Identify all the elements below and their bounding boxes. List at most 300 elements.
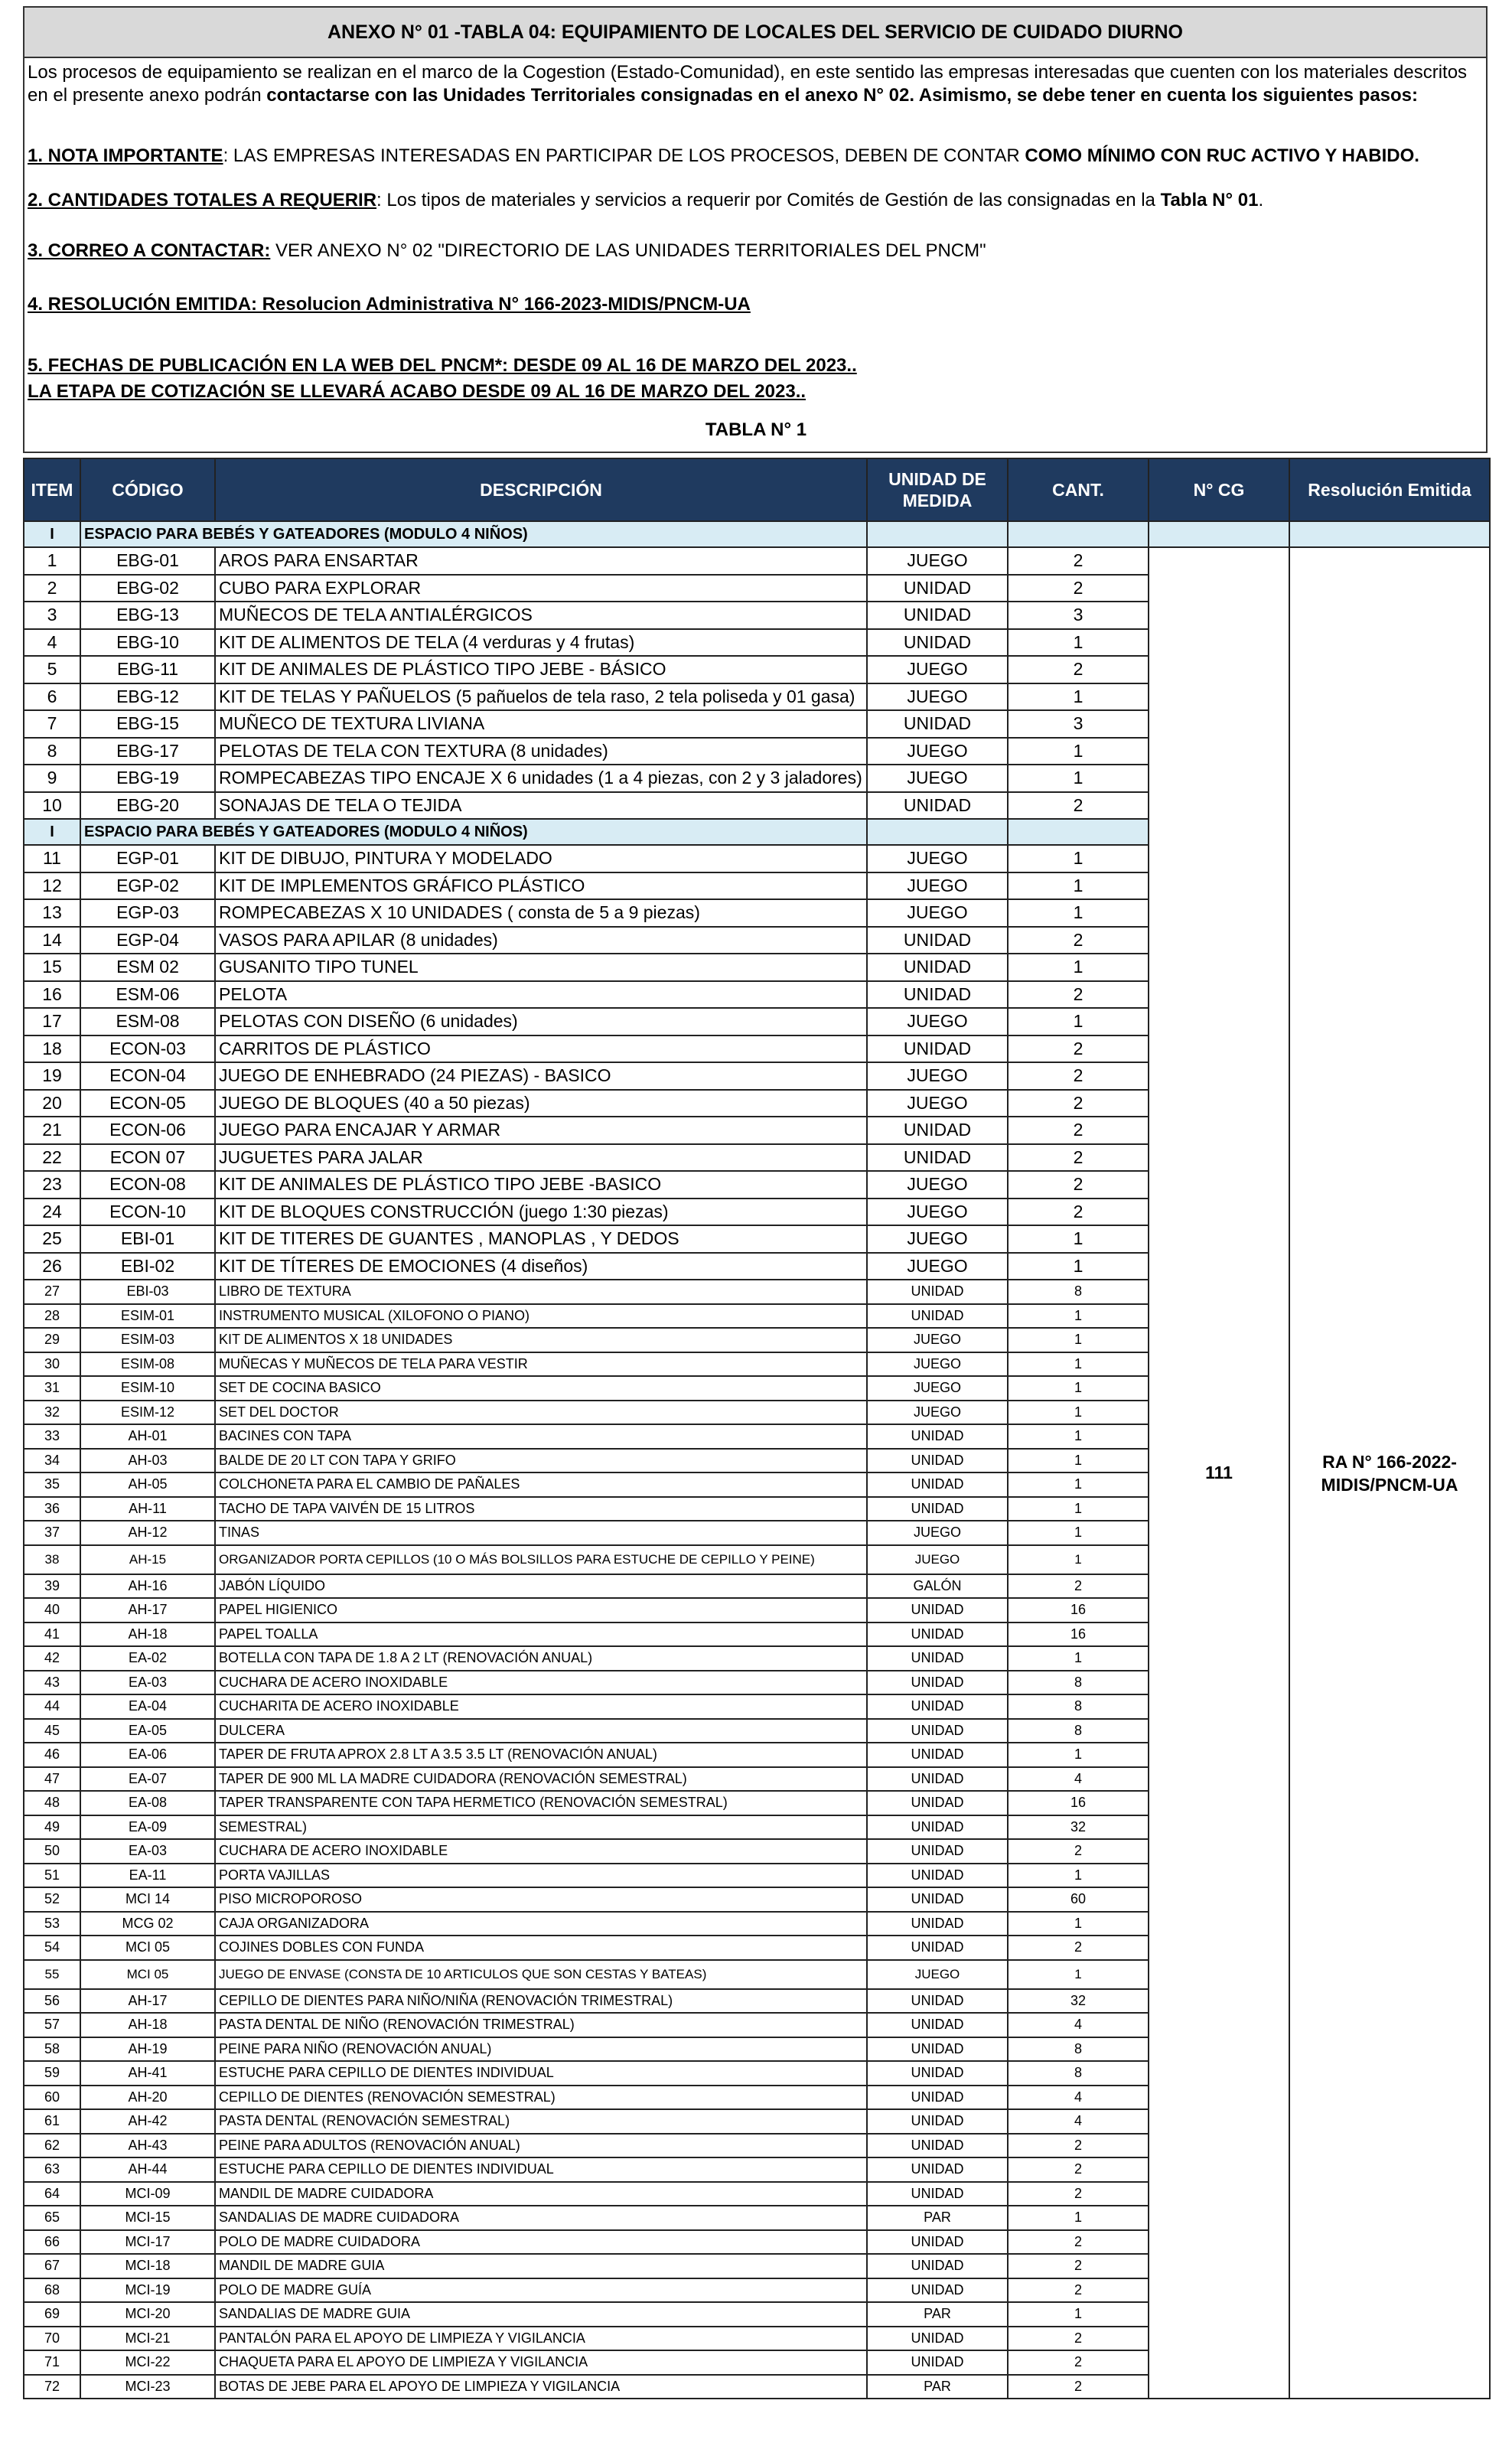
item-description: SONAJAS DE TELA O TEJIDA — [215, 792, 867, 820]
item-unit: UNIDAD — [867, 710, 1008, 738]
item-unit: UNIDAD — [867, 1035, 1008, 1063]
section-empty-cell — [1008, 521, 1149, 547]
item-code: EBG-17 — [80, 738, 215, 765]
item-quantity: 1 — [1008, 2302, 1149, 2327]
item-number: 45 — [24, 1719, 80, 1743]
item-number: 8 — [24, 738, 80, 765]
item-code: MCI-17 — [80, 2230, 215, 2255]
item-quantity: 32 — [1008, 1989, 1149, 2014]
item-unit: UNIDAD — [867, 2182, 1008, 2206]
item-number: 20 — [24, 1090, 80, 1117]
item-number: 15 — [24, 954, 80, 981]
item-unit: JUEGO — [867, 1352, 1008, 1377]
item-quantity: 3 — [1008, 710, 1149, 738]
item-code: MCI-19 — [80, 2278, 215, 2303]
item-description: ROMPECABEZAS TIPO ENCAJE X 6 unidades (1 a 4 piezas, con 2 y 3 jaladores) — [215, 765, 867, 792]
item-code: EBG-13 — [80, 602, 215, 629]
item-number: 58 — [24, 2037, 80, 2062]
item-number: 27 — [24, 1280, 80, 1304]
item-description: TAPER DE 900 ML LA MADRE CUIDADORA (RENOVACIÓN SEMESTRAL) — [215, 1767, 867, 1792]
item-unit: JUEGO — [867, 547, 1008, 575]
item-unit: UNIDAD — [867, 1497, 1008, 1521]
section-empty-cell — [1149, 521, 1289, 547]
note-3 — [28, 240, 986, 262]
item-unit: JUEGO — [867, 1090, 1008, 1117]
note-2-head: 2. CANTIDADES TOTALES A REQUERIR — [28, 190, 377, 210]
item-number: 14 — [24, 927, 80, 954]
item-unit: UNIDAD — [867, 629, 1008, 657]
item-quantity: 2 — [1008, 656, 1149, 683]
header-codigo: CÓDIGO — [80, 458, 215, 521]
intro-bold: contactarse con las Unidades Territoriales consignadas en el anexo N° 02. Asimismo, se debe tener en cuenta los siguientes pasos: — [266, 85, 1419, 106]
item-description: CUCHARA DE ACERO INOXIDABLE — [215, 1839, 867, 1864]
item-code: EGP-02 — [80, 872, 215, 900]
item-unit: UNIDAD — [867, 954, 1008, 981]
item-code: ECON-05 — [80, 1090, 215, 1117]
item-quantity: 1 — [1008, 1646, 1149, 1671]
item-number: 3 — [24, 602, 80, 629]
item-quantity: 1 — [1008, 899, 1149, 927]
item-description: PAPEL TOALLA — [215, 1623, 867, 1647]
table-label: TABLA N° 1 — [705, 419, 807, 440]
item-code: ESIM-03 — [80, 1328, 215, 1352]
item-quantity: 1 — [1008, 1225, 1149, 1253]
item-unit: UNIDAD — [867, 1989, 1008, 2014]
item-description: CARRITOS DE PLÁSTICO — [215, 1035, 867, 1063]
item-description: LIBRO DE TEXTURA — [215, 1280, 867, 1304]
item-description: JUGUETES PARA JALAR — [215, 1144, 867, 1172]
item-unit: JUEGO — [867, 1171, 1008, 1199]
item-description: JUEGO PARA ENCAJAR Y ARMAR — [215, 1117, 867, 1144]
item-unit: UNIDAD — [867, 1449, 1008, 1473]
header-unidad-line2: MEDIDA — [902, 491, 973, 510]
item-quantity: 1 — [1008, 1497, 1149, 1521]
item-unit: UNIDAD — [867, 2109, 1008, 2134]
item-unit: JUEGO — [867, 899, 1008, 927]
item-quantity: 1 — [1008, 1304, 1149, 1329]
header-descripcion: DESCRIPCIÓN — [215, 458, 867, 521]
item-quantity: 2 — [1008, 2134, 1149, 2158]
item-description: BOTAS DE JEBE PARA EL APOYO DE LIMPIEZA Y VIGILANCIA — [215, 2375, 867, 2399]
item-quantity: 1 — [1008, 1960, 1149, 1989]
item-unit: UNIDAD — [867, 1936, 1008, 1960]
item-quantity: 1 — [1008, 1521, 1149, 1545]
item-code: MCI-09 — [80, 2182, 215, 2206]
item-code: ESIM-08 — [80, 1352, 215, 1377]
item-description: PASTA DENTAL (RENOVACIÓN SEMESTRAL) — [215, 2109, 867, 2134]
item-quantity: 2 — [1008, 1117, 1149, 1144]
item-quantity: 1 — [1008, 1401, 1149, 1425]
item-quantity: 2 — [1008, 1062, 1149, 1090]
item-description: PASTA DENTAL DE NIÑO (RENOVACIÓN TRIMESTRAL) — [215, 2013, 867, 2037]
item-unit: GALÓN — [867, 1574, 1008, 1599]
item-quantity: 2 — [1008, 2278, 1149, 2303]
item-unit: UNIDAD — [867, 602, 1008, 629]
item-number: 31 — [24, 1376, 80, 1401]
item-number: 39 — [24, 1574, 80, 1599]
item-code: MCI-22 — [80, 2350, 215, 2375]
note-2-tail: . — [1258, 190, 1264, 210]
item-unit: JUEGO — [867, 765, 1008, 792]
item-code: AH-19 — [80, 2037, 215, 2062]
item-unit: UNIDAD — [867, 1144, 1008, 1172]
item-quantity: 1 — [1008, 1864, 1149, 1888]
item-unit: JUEGO — [867, 1401, 1008, 1425]
item-code: AH-12 — [80, 1521, 215, 1545]
item-quantity: 2 — [1008, 2182, 1149, 2206]
item-number: 50 — [24, 1839, 80, 1864]
item-quantity: 2 — [1008, 981, 1149, 1009]
item-unit: UNIDAD — [867, 1767, 1008, 1792]
item-quantity: 60 — [1008, 1887, 1149, 1912]
item-code: EA-03 — [80, 1671, 215, 1695]
item-description: CUCHARA DE ACERO INOXIDABLE — [215, 1671, 867, 1695]
item-description: TACHO DE TAPA VAIVÉN DE 15 LITROS — [215, 1497, 867, 1521]
item-number: 30 — [24, 1352, 80, 1377]
item-code: AH-20 — [80, 2086, 215, 2110]
item-description: INSTRUMENTO MUSICAL (XILOFONO O PIANO) — [215, 1304, 867, 1329]
item-quantity: 1 — [1008, 1424, 1149, 1449]
item-code: AH-41 — [80, 2061, 215, 2086]
item-description: KIT DE BLOQUES CONSTRUCCIÓN (juego 1:30 piezas) — [215, 1199, 867, 1226]
item-unit: UNIDAD — [867, 1719, 1008, 1743]
item-quantity: 2 — [1008, 1144, 1149, 1172]
item-number: 9 — [24, 765, 80, 792]
header-unidad-line1: UNIDAD DE — [888, 469, 986, 489]
item-code: EA-07 — [80, 1767, 215, 1792]
item-number: 34 — [24, 1449, 80, 1473]
item-number: 12 — [24, 872, 80, 900]
item-quantity: 1 — [1008, 1352, 1149, 1377]
item-description: KIT DE TITERES DE GUANTES , MANOPLAS , Y DEDOS — [215, 1225, 867, 1253]
item-code: ESIM-10 — [80, 1376, 215, 1401]
item-quantity: 2 — [1008, 2327, 1149, 2351]
item-unit: UNIDAD — [867, 1671, 1008, 1695]
item-unit: UNIDAD — [867, 2157, 1008, 2182]
table-header-row — [24, 458, 1490, 521]
item-code: MCG 02 — [80, 1912, 215, 1936]
item-description: ORGANIZADOR PORTA CEPILLOS (10 O MÁS BOLSILLOS PARA ESTUCHE DE CEPILLO Y PEINE) — [215, 1545, 867, 1574]
item-description: GUSANITO TIPO TUNEL — [215, 954, 867, 981]
note-5-head: 5. FECHAS DE PUBLICACIÓN EN LA WEB DEL PNCM*: DESDE 09 AL 16 DE MARZO DEL 2023.. — [28, 355, 857, 376]
item-unit: UNIDAD — [867, 2086, 1008, 2110]
item-description: SET DEL DOCTOR — [215, 1401, 867, 1425]
item-number: 35 — [24, 1472, 80, 1497]
item-number: 7 — [24, 710, 80, 738]
item-unit: PAR — [867, 2206, 1008, 2230]
item-quantity: 2 — [1008, 1035, 1149, 1063]
item-quantity: 2 — [1008, 2350, 1149, 2375]
item-unit: JUEGO — [867, 1376, 1008, 1401]
item-unit: UNIDAD — [867, 1304, 1008, 1329]
item-number: 26 — [24, 1253, 80, 1280]
item-code: EBG-15 — [80, 710, 215, 738]
item-code: MCI-15 — [80, 2206, 215, 2230]
item-number: 53 — [24, 1912, 80, 1936]
item-quantity: 4 — [1008, 2086, 1149, 2110]
item-description: KIT DE ANIMALES DE PLÁSTICO TIPO JEBE - BÁSICO — [215, 656, 867, 683]
intro-text: Los procesos de equipamiento se realizan en el marco de la Cogestion (Estado-Comunidad), en este sentido las empresas interesadas que cuenten con los materiales descritos en el presente anexo podrán — [28, 62, 1468, 106]
item-number: 63 — [24, 2157, 80, 2182]
item-code: MCI 14 — [80, 1887, 215, 1912]
item-quantity: 1 — [1008, 738, 1149, 765]
item-quantity: 1 — [1008, 1328, 1149, 1352]
table-body — [24, 521, 1490, 2399]
item-number: 60 — [24, 2086, 80, 2110]
item-quantity: 16 — [1008, 1598, 1149, 1623]
item-description: ESTUCHE PARA CEPILLO DE DIENTES INDIVIDUAL — [215, 2157, 867, 2182]
item-number: 70 — [24, 2327, 80, 2351]
item-description: COLCHONETA PARA EL CAMBIO DE PAÑALES — [215, 1472, 867, 1497]
item-quantity: 1 — [1008, 683, 1149, 711]
item-quantity: 2 — [1008, 2254, 1149, 2278]
item-number: 71 — [24, 2350, 80, 2375]
item-number: 46 — [24, 1743, 80, 1767]
item-number: 69 — [24, 2302, 80, 2327]
item-description: MUÑECAS Y MUÑECOS DE TELA PARA VESTIR — [215, 1352, 867, 1377]
item-quantity: 2 — [1008, 1090, 1149, 1117]
item-unit: UNIDAD — [867, 2350, 1008, 2375]
item-quantity: 8 — [1008, 2037, 1149, 2062]
note-1-bold: COMO MÍNIMO CON RUC ACTIVO Y HABIDO. — [1025, 145, 1419, 166]
item-unit: JUEGO — [867, 1328, 1008, 1352]
item-number: 43 — [24, 1671, 80, 1695]
item-description: KIT DE TELAS Y PAÑUELOS (5 pañuelos de tela raso, 2 tela poliseda y 01 gasa) — [215, 683, 867, 711]
item-number: 52 — [24, 1887, 80, 1912]
table-row — [24, 547, 1490, 575]
item-quantity: 1 — [1008, 1472, 1149, 1497]
item-unit: UNIDAD — [867, 2254, 1008, 2278]
item-quantity: 2 — [1008, 1839, 1149, 1864]
item-number: 55 — [24, 1960, 80, 1989]
item-description: MUÑECO DE TEXTURA LIVIANA — [215, 710, 867, 738]
item-quantity: 4 — [1008, 2109, 1149, 2134]
section-empty-cell — [867, 819, 1008, 845]
item-quantity: 1 — [1008, 2206, 1149, 2230]
item-quantity: 2 — [1008, 1574, 1149, 1599]
item-unit: JUEGO — [867, 1960, 1008, 1989]
item-description: BACINES CON TAPA — [215, 1424, 867, 1449]
item-quantity: 8 — [1008, 1694, 1149, 1719]
item-code: MCI 05 — [80, 1960, 215, 1989]
item-code: AH-17 — [80, 1598, 215, 1623]
item-code: ECON-08 — [80, 1171, 215, 1199]
item-unit: UNIDAD — [867, 1864, 1008, 1888]
item-code: EGP-03 — [80, 899, 215, 927]
item-unit: UNIDAD — [867, 2230, 1008, 2255]
item-quantity: 8 — [1008, 2061, 1149, 2086]
item-unit: JUEGO — [867, 1521, 1008, 1545]
item-number: 54 — [24, 1936, 80, 1960]
item-code: ESM-08 — [80, 1008, 215, 1035]
section-number: I — [24, 521, 80, 547]
note-6-head: LA ETAPA DE COTIZACIÓN SE LLEVARÁ ACABO DESDE 09 AL 16 DE MARZO DEL 2023.. — [28, 381, 807, 402]
item-description: COJINES DOBLES CON FUNDA — [215, 1936, 867, 1960]
item-unit: JUEGO — [867, 1062, 1008, 1090]
item-description: PISO MICROPOROSO — [215, 1887, 867, 1912]
item-description: CEPILLO DE DIENTES (RENOVACIÓN SEMESTRAL) — [215, 2086, 867, 2110]
item-number: 10 — [24, 792, 80, 820]
header-unidad — [867, 458, 1008, 521]
item-description: CUCHARITA DE ACERO INOXIDABLE — [215, 1694, 867, 1719]
item-unit: UNIDAD — [867, 1472, 1008, 1497]
header-cant: CANT. — [1008, 458, 1149, 521]
item-unit: UNIDAD — [867, 2037, 1008, 2062]
section-empty-cell — [1289, 521, 1490, 547]
item-quantity: 3 — [1008, 602, 1149, 629]
item-code: ESM-06 — [80, 981, 215, 1009]
item-unit: UNIDAD — [867, 1887, 1008, 1912]
item-unit: JUEGO — [867, 1253, 1008, 1280]
note-2 — [28, 190, 1263, 211]
item-description: SANDALIAS DE MADRE CUIDADORA — [215, 2206, 867, 2230]
item-unit: JUEGO — [867, 656, 1008, 683]
item-code: MCI-20 — [80, 2302, 215, 2327]
item-unit: UNIDAD — [867, 1815, 1008, 1840]
item-code: AH-16 — [80, 1574, 215, 1599]
item-code: ECON-06 — [80, 1117, 215, 1144]
item-code: ECON-10 — [80, 1199, 215, 1226]
item-number: 72 — [24, 2375, 80, 2399]
item-number: 51 — [24, 1864, 80, 1888]
item-unit: UNIDAD — [867, 1280, 1008, 1304]
item-number: 11 — [24, 845, 80, 872]
item-number: 49 — [24, 1815, 80, 1840]
item-number: 28 — [24, 1304, 80, 1329]
item-unit: JUEGO — [867, 845, 1008, 872]
item-number: 59 — [24, 2061, 80, 2086]
header-item: ITEM — [24, 458, 80, 521]
item-quantity: 2 — [1008, 927, 1149, 954]
item-description: BALDE DE 20 LT CON TAPA Y GRIFO — [215, 1449, 867, 1473]
item-number: 57 — [24, 2013, 80, 2037]
item-unit: JUEGO — [867, 872, 1008, 900]
item-unit: UNIDAD — [867, 1839, 1008, 1864]
item-quantity: 1 — [1008, 1376, 1149, 1401]
item-code: EA-06 — [80, 1743, 215, 1767]
item-code: EBI-02 — [80, 1253, 215, 1280]
item-unit: UNIDAD — [867, 1912, 1008, 1936]
item-unit: UNIDAD — [867, 792, 1008, 820]
item-description: KIT DE DIBUJO, PINTURA Y MODELADO — [215, 845, 867, 872]
equipment-table — [23, 458, 1491, 2399]
item-unit: UNIDAD — [867, 2278, 1008, 2303]
item-description: JUEGO DE ENVASE (CONSTA DE 10 ARTICULOS QUE SON CESTAS Y BATEAS) — [215, 1960, 867, 1989]
item-quantity: 1 — [1008, 954, 1149, 981]
item-code: MCI-23 — [80, 2375, 215, 2399]
item-code: EA-11 — [80, 1864, 215, 1888]
item-quantity: 4 — [1008, 1767, 1149, 1792]
item-code: EBG-01 — [80, 547, 215, 575]
item-quantity: 1 — [1008, 629, 1149, 657]
item-code: EA-03 — [80, 1839, 215, 1864]
item-number: 62 — [24, 2134, 80, 2158]
item-code: EA-04 — [80, 1694, 215, 1719]
item-unit: UNIDAD — [867, 981, 1008, 1009]
item-unit: PAR — [867, 2302, 1008, 2327]
item-number: 21 — [24, 1117, 80, 1144]
item-quantity: 1 — [1008, 845, 1149, 872]
item-description: SEMESTRAL) — [215, 1815, 867, 1840]
note-3-head: 3. CORREO A CONTACTAR: — [28, 240, 271, 261]
item-code: EBG-12 — [80, 683, 215, 711]
item-quantity: 2 — [1008, 1199, 1149, 1226]
item-number: 67 — [24, 2254, 80, 2278]
item-description: TAPER TRANSPARENTE CON TAPA HERMETICO (RENOVACIÓN SEMESTRAL) — [215, 1791, 867, 1815]
item-quantity: 1 — [1008, 872, 1149, 900]
item-description: MUÑECOS DE TELA ANTIALÉRGICOS — [215, 602, 867, 629]
item-number: 18 — [24, 1035, 80, 1063]
item-description: PEINE PARA ADULTOS (RENOVACIÓN ANUAL) — [215, 2134, 867, 2158]
item-quantity: 1 — [1008, 765, 1149, 792]
item-code: AH-03 — [80, 1449, 215, 1473]
item-code: ESIM-12 — [80, 1401, 215, 1425]
item-description: KIT DE ALIMENTOS DE TELA (4 verduras y 4 frutas) — [215, 629, 867, 657]
item-code: AH-18 — [80, 2013, 215, 2037]
item-quantity: 2 — [1008, 575, 1149, 602]
item-code: EGP-01 — [80, 845, 215, 872]
item-quantity: 1 — [1008, 1449, 1149, 1473]
item-description: MANDIL DE MADRE CUIDADORA — [215, 2182, 867, 2206]
item-number: 47 — [24, 1767, 80, 1792]
item-quantity: 1 — [1008, 1253, 1149, 1280]
item-description: KIT DE IMPLEMENTOS GRÁFICO PLÁSTICO — [215, 872, 867, 900]
item-quantity: 4 — [1008, 2013, 1149, 2037]
item-description: TINAS — [215, 1521, 867, 1545]
item-unit: JUEGO — [867, 1008, 1008, 1035]
item-number: 68 — [24, 2278, 80, 2303]
note-1-text: : LAS EMPRESAS INTERESADAS EN PARTICIPAR DE LOS PROCESOS, DEBEN DE CONTAR — [223, 145, 1025, 166]
item-unit: JUEGO — [867, 683, 1008, 711]
item-number: 4 — [24, 629, 80, 657]
item-code: ECON 07 — [80, 1144, 215, 1172]
note-2-bold: Tabla N° 01 — [1160, 190, 1259, 210]
item-code: AH-01 — [80, 1424, 215, 1449]
item-unit: UNIDAD — [867, 2134, 1008, 2158]
item-description: SET DE COCINA BASICO — [215, 1376, 867, 1401]
item-number: 25 — [24, 1225, 80, 1253]
item-description: DULCERA — [215, 1719, 867, 1743]
note-4-head: 4. RESOLUCIÓN EMITIDA: Resolucion Administrativa N° 166-2023-MIDIS/PNCM-UA — [28, 294, 751, 315]
item-code: EBG-20 — [80, 792, 215, 820]
item-code: EGP-04 — [80, 927, 215, 954]
item-description: PELOTAS CON DISEÑO (6 unidades) — [215, 1008, 867, 1035]
header-resolucion: Resolución Emitida — [1289, 458, 1490, 521]
item-quantity: 8 — [1008, 1719, 1149, 1743]
item-number: 32 — [24, 1401, 80, 1425]
item-quantity: 8 — [1008, 1671, 1149, 1695]
item-unit: JUEGO — [867, 1545, 1008, 1574]
item-description: CAJA ORGANIZADORA — [215, 1912, 867, 1936]
item-number: 5 — [24, 656, 80, 683]
item-quantity: 2 — [1008, 1936, 1149, 1960]
item-code: EBG-02 — [80, 575, 215, 602]
item-code: EA-08 — [80, 1791, 215, 1815]
item-number: 40 — [24, 1598, 80, 1623]
item-code: AH-44 — [80, 2157, 215, 2182]
item-description: KIT DE ALIMENTOS X 18 UNIDADES — [215, 1328, 867, 1352]
item-code: ECON-03 — [80, 1035, 215, 1063]
item-quantity: 1 — [1008, 1743, 1149, 1767]
item-unit: JUEGO — [867, 1225, 1008, 1253]
item-quantity: 2 — [1008, 792, 1149, 820]
item-number: 42 — [24, 1646, 80, 1671]
item-code: EBI-03 — [80, 1280, 215, 1304]
item-description: POLO DE MADRE CUIDADORA — [215, 2230, 867, 2255]
item-number: 66 — [24, 2230, 80, 2255]
item-code: EBG-11 — [80, 656, 215, 683]
item-unit: UNIDAD — [867, 1646, 1008, 1671]
